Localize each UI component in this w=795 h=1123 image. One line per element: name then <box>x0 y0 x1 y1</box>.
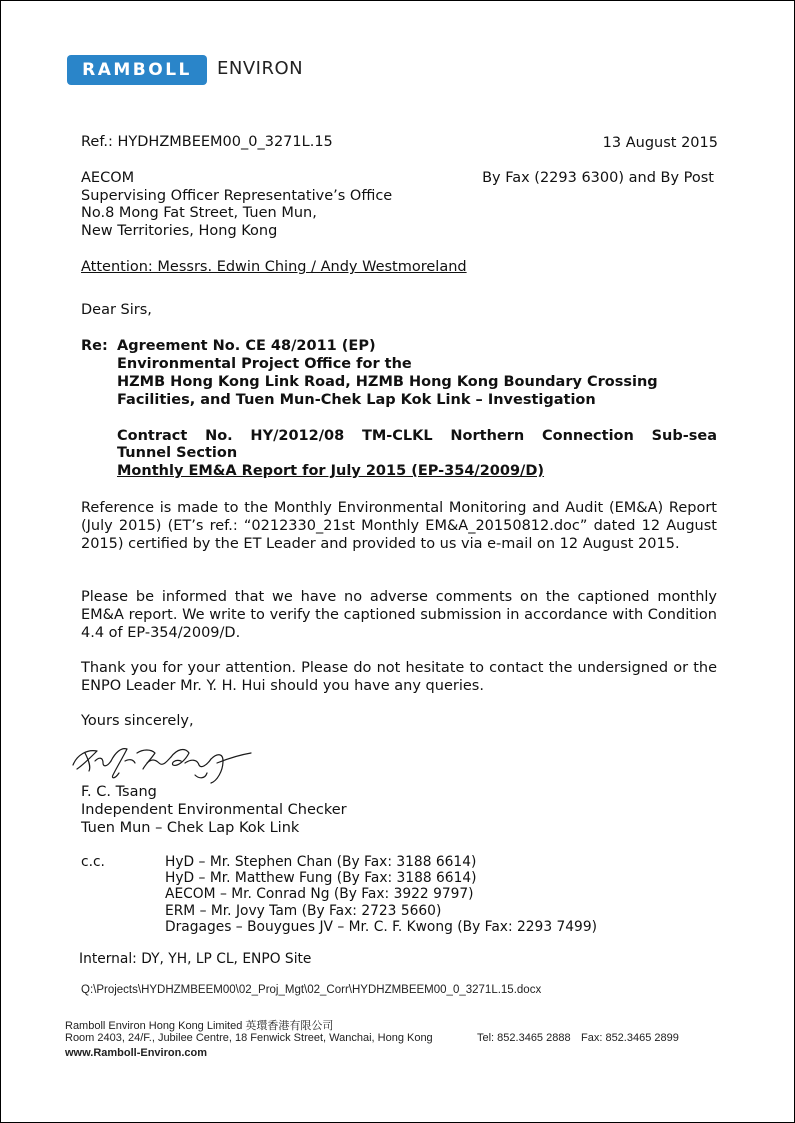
subject-line-1: Agreement No. CE 48/2011 (EP) <box>117 338 376 354</box>
letter-date: 13 August 2015 <box>602 135 718 151</box>
footer-address: Room 2403, 24/F., Jubilee Centre, 18 Fenwick Street, Wanchai, Hong Kong <box>65 1032 433 1044</box>
cc-entry: ERM – Mr. Jovy Tam (By Fax: 2723 5660) <box>165 903 442 919</box>
contract-line-2: Tunnel Section <box>117 445 238 461</box>
subject-line-3: HZMB Hong Kong Link Road, HZMB Hong Kong Boundary Crossing <box>117 374 658 390</box>
closing: Yours sincerely, <box>81 713 194 729</box>
recipient-line-1: AECOM <box>81 170 135 186</box>
logo-suffix: ENVIRON <box>217 58 304 79</box>
body-paragraph-2: Please be informed that we have no adverse comments on the captioned monthly EM&A report. We write to verify the captioned submission in accordance with Condition 4.4 of EP-354/2009/D. <box>81 589 717 641</box>
cc-entry: AECOM – Mr. Conrad Ng (By Fax: 3922 9797) <box>165 886 474 902</box>
re-label: Re: <box>81 338 108 354</box>
footer-fax: Fax: 852.3465 2899 <box>581 1032 679 1044</box>
footer-tel: Tel: 852.3465 2888 <box>477 1032 571 1044</box>
cc-entry: HyD – Mr. Stephen Chan (By Fax: 3188 6614) <box>165 854 477 870</box>
salutation: Dear Sirs, <box>81 302 152 318</box>
internal-distribution: Internal: DY, YH, LP CL, ENPO Site <box>79 951 312 967</box>
subject-line-4: Facilities, and Tuen Mun-Chek Lap Kok Link – Investigation <box>117 392 596 408</box>
cc-label: c.c. <box>81 854 105 870</box>
ramboll-logo <box>67 55 207 85</box>
logo-brand: RAMBOLL <box>82 60 192 80</box>
cc-entry: HyD – Mr. Matthew Fung (By Fax: 3188 6614) <box>165 870 477 886</box>
signatory-title: Independent Environmental Checker <box>81 802 347 818</box>
subject-line-2: Environmental Project Office for the <box>117 356 412 372</box>
contract-line-1: Contract No. HY/2012/08 TM-CLKL Northern Connection Sub-sea <box>117 428 717 444</box>
signatory-name: F. C. Tsang <box>81 784 157 800</box>
footer-company: Ramboll Environ Hong Kong Limited 英環香港有限公司 <box>65 1020 334 1032</box>
recipient-line-4: New Territories, Hong Kong <box>81 223 278 239</box>
footer-website: www.Ramboll-Environ.com <box>65 1047 207 1059</box>
attention-line: Attention: Messrs. Edwin Ching / Andy Westmoreland <box>81 259 467 275</box>
recipient-line-2: Supervising Officer Representative’s Office <box>81 188 393 204</box>
reference-number: Ref.: HYDHZMBEEM00_0_3271L.15 <box>81 134 333 150</box>
handwritten-signature <box>67 735 257 787</box>
delivery-method: By Fax (2293 6300) and By Post <box>482 170 714 186</box>
recipient-line-3: No.8 Mong Fat Street, Tuen Mun, <box>81 205 317 221</box>
body-paragraph-1: Reference is made to the Monthly Environmental Monitoring and Audit (EM&A) Report (July 2015) (ET’s ref.: “0212330_21st Monthly EM&A_20150812.doc” dated 12 August 2015) certified by the ET Leader and provided to us via e-mail on 12 August 2015. <box>81 500 717 552</box>
cc-entry: Dragages – Bouygues JV – Mr. C. F. Kwong (By Fax: 2293 7499) <box>165 919 597 935</box>
signatory-project: Tuen Mun – Chek Lap Kok Link <box>81 820 300 836</box>
report-title: Monthly EM&A Report for July 2015 (EP-354/2009/D) <box>117 463 545 479</box>
body-paragraph-3: Thank you for your attention. Please do not hesitate to contact the undersigned or the ENPO Leader Mr. Y. H. Hui should you have any queries. <box>81 660 717 694</box>
file-path: Q:\Projects\HYDHZMBEEM00\02_Proj_Mgt\02_Corr\HYDHZMBEEM00_0_3271L.15.docx <box>81 984 542 996</box>
